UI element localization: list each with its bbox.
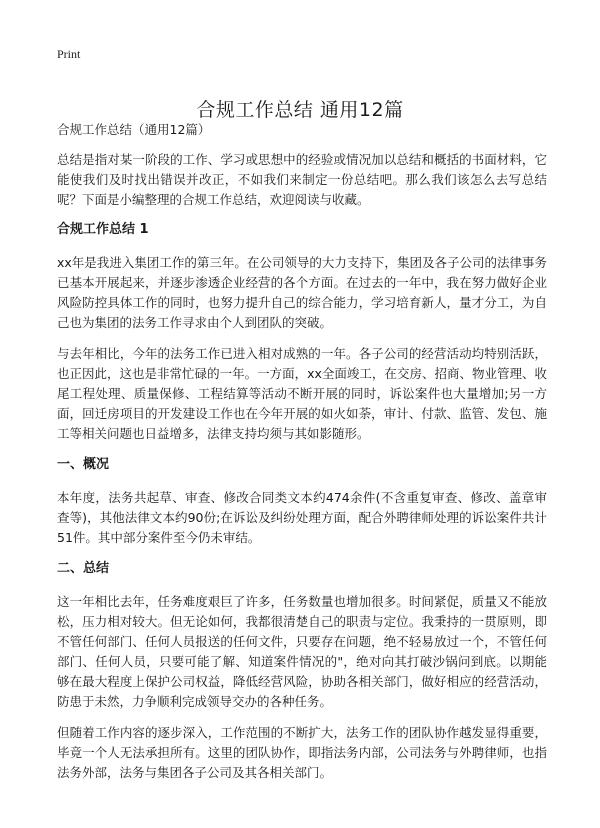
document-body (57, 120, 547, 794)
section-heading-1: 合规工作总结 1 (57, 222, 149, 237)
paragraph-4: 这一年相比去年，任务难度艰巨了许多，任务数量也增加很多。时间紧促，质量又不能放松，压力相对较大。但无论如何，我都很清楚自己的职责与定位。我秉持的一贯原则，即不管任何部门、任何人员报送的任何文件，只要存在问题，绝不轻易放过一个，不管任何部门、任何人员，只要可能了解、知道案件情况的"，绝对向其打破沙锅问到底。以期能够在最大程度上保护公司权益，降低经营风险，协助各相关部门，做好相应的经营活动，防患于未然，力争顺利完成领导交办的各种任务。 (57, 594, 547, 709)
paragraph-5: 但随着工作内容的逐步深入，工作范围的不断扩大，法务工作的团队协作越发显得重要，毕竟一个人无法承担所有。这里的团队协作，即指法务内部，公司法务与外聘律师，也指法务外部，法务与集团各子公司及其各相关部门。 (57, 725, 547, 780)
print-link[interactable]: Print (57, 47, 81, 61)
document-subtitle: 合规工作总结（通用12篇） (57, 122, 211, 137)
paragraph-3: 本年度，法务共起草、审查、修改合同类文本约474余件(不含重复审查、修改、盖章审查等)，其他法律文本约90份;在诉讼及纠纷处理方面，配合外聘律师处理的诉讼案件共计51件。其中部分案件至今仍未审结。 (57, 490, 547, 545)
heading-summary: 二、总结 (57, 561, 110, 576)
paragraph-2: 与去年相比，今年的法务工作已进入相对成熟的一年。各子公司的经营活动均特别活跃，也正因此，这也是非常忙碌的一年。一方面，xx全面竣工，在交房、招商、物业管理、收尾工程处理、质量保修、工程结算等活动不断开展的同时，诉讼案件也大量增加;另一方面，回迁房项目的开发建设工作也在今年开展的如火如荼，审计、付款、监管、发包、施工等相关问题也日益增多，法律支持均须与其如影随形。 (57, 346, 547, 441)
paragraph-1: xx年是我进入集团工作的第三年。在公司领导的大力支持下，集团及各子公司的法律事务已基本开展起来，并逐步渗透企业经营的各个方面。在过去的一年中，我在努力做好企业风险防控具体工作的同时，也努力提升自己的综合能力，学习培育新人，量才分工，为自己也为集团的法务工作寻求由个人到团队的突破。 (57, 255, 547, 330)
document-title: 合规工作总结 通用12篇 (196, 98, 404, 121)
intro-paragraph: 总结是指对某一阶段的工作、学习或思想中的经验或情况加以总结和概括的书面材料，它能使我们及时找出错误并改正，不如我们来制定一份总结吧。那么我们该怎么去写总结呢？下面是小编整理的合规工作总结，欢迎阅读与收藏。 (57, 152, 547, 207)
heading-overview: 一、概况 (57, 457, 110, 472)
